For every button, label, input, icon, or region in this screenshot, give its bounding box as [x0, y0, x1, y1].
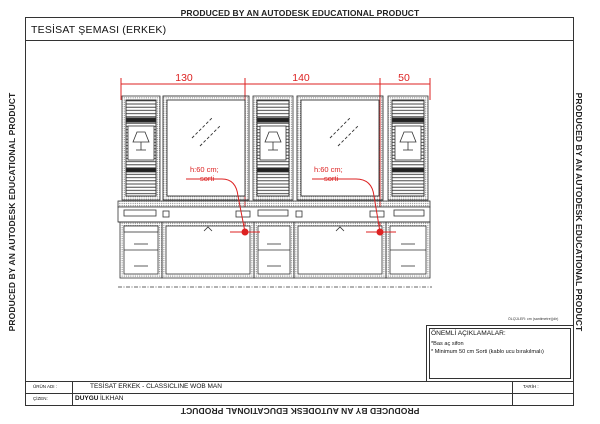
date-label: TARİH : — [523, 384, 539, 389]
outlet-note-left-line2: sorti — [200, 174, 215, 183]
notes-box — [426, 325, 574, 382]
watermark-bottom: PRODUCED BY AN AUTODESK EDUCATIONAL PRODUCT — [180, 406, 420, 416]
upper-cabinet-left — [122, 96, 160, 200]
dimension-label-1: 130 — [175, 72, 193, 84]
watermark-right: PRODUCED BY AN AUTODESK EDUCATIONAL PRODUCT — [574, 92, 584, 332]
title-block-top-rule — [26, 381, 573, 382]
title-block-date-divider — [512, 381, 513, 406]
upper-cabinet-right — [388, 96, 428, 200]
base-cabinet-right — [386, 222, 430, 278]
notes-line-2: * Minimum 50 cm Sorti (kablo ucu bırakılmalı) — [431, 349, 544, 355]
notes-line-1: *Bas aç sifon — [431, 341, 464, 347]
drawn-by-label: ÇİZEN: — [33, 396, 48, 401]
watermark-left: PRODUCED BY AN AUTODESK EDUCATIONAL PRODUCT — [7, 92, 17, 332]
vanity-left — [162, 222, 254, 278]
drawn-by-last-name: İLKHAN — [100, 395, 124, 402]
notes-heading: ÖNEMLİ AÇIKLAMALAR: — [431, 330, 506, 337]
title-block-mid-rule — [26, 393, 573, 394]
product-label: ÜRÜN ADI : — [33, 384, 58, 389]
watermark-top: PRODUCED BY AN AUTODESK EDUCATIONAL PRODUCT — [180, 8, 420, 18]
outlet-note-right-line2: sorti — [324, 174, 339, 183]
sheet-title: TESİSAT ŞEMASI (ERKEK) — [31, 24, 167, 36]
title-block-col-divider — [72, 381, 73, 406]
vanity-right — [294, 222, 386, 278]
base-cabinet-left — [120, 222, 162, 278]
dimension-label-3: 50 — [398, 72, 410, 84]
units-note: ÖLÇÜLER: cm (santimetre)(dir) — [508, 317, 559, 321]
product-name: TESİSAT ERKEK - CLASSICLINE WOB MAN — [90, 383, 222, 390]
outlet-note-left-line1: h:60 cm; — [190, 165, 219, 174]
dimension-label-2: 140 — [292, 72, 310, 84]
base-cabinet-middle — [254, 222, 294, 278]
drawn-by-first-name: DUYGU — [75, 395, 99, 402]
mirror-left — [163, 96, 249, 200]
countertop — [118, 201, 430, 222]
outlet-note-right-line1: h:60 cm; — [314, 165, 343, 174]
upper-cabinet-middle — [253, 96, 293, 200]
